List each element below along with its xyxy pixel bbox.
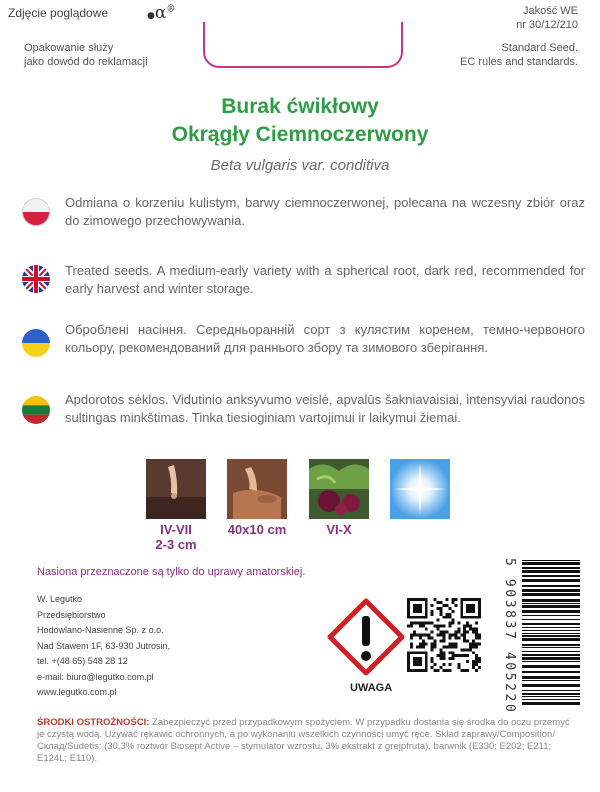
- complaint-note: [24, 41, 148, 69]
- company-website: www.legutko.com.pl: [37, 687, 117, 697]
- complaint-note-line1: Opakowanie służy: [24, 42, 114, 54]
- description-en: Treated seeds. A medium-early variety with a spherical root, dark red, recommended for early harvest and winter storage.: [65, 263, 585, 296]
- logo-dot: ●: [147, 11, 155, 21]
- company-info: [37, 592, 170, 701]
- registered-mark: ®: [166, 4, 176, 15]
- standard-note-line1: Standard Seed.: [501, 42, 578, 54]
- barcode-digits: 5 903837 405220: [502, 558, 517, 715]
- description-lt: Apdorotos sėklos. Vidutinio anksyvumo veislė, apvalūs šakniavaisiai, intensyviai raudonos sultingas minkštimas. Tinka tiesioginiam vartojimui ir laikymui žiemai.: [65, 392, 585, 425]
- barcode-digits-box: [493, 558, 517, 715]
- description-pl: Odmiana o korzeniu kulistym, barwy ciemnoczerwonej, polecana na wczesny zbiór oraz do zimowego przechowywania.: [65, 195, 585, 228]
- logo: [147, 3, 175, 23]
- sowing-months: IV-VII: [160, 522, 192, 537]
- barcode: [522, 558, 582, 713]
- ukraine-flag-icon: [22, 329, 50, 357]
- company-type1: Przedsiębiorstwo: [37, 609, 106, 620]
- spacing-caption: 40x10 cm: [227, 522, 287, 537]
- sowing-caption: [136, 522, 216, 552]
- hazard-label: UWAGA: [350, 682, 393, 694]
- company-name: W. Legutko: [37, 594, 83, 604]
- uk-flag-icon: [22, 265, 50, 293]
- latin-name: Beta vulgaris var. conditiva: [210, 157, 390, 174]
- qr-code[interactable]: [407, 598, 481, 677]
- company-address: Nad Stawem 1F, 63-930 Jutrosin,: [37, 640, 171, 651]
- company-phone: tel. +(48 65) 548 28 12: [37, 656, 128, 666]
- hang-tab-outline: [203, 22, 403, 68]
- amateur-note: Nasiona przeznaczone są tylko do uprawy amatorskiej.: [37, 566, 306, 578]
- product-title-line2: Okrągły Ciemnoczerwony: [171, 123, 429, 146]
- harvest-caption: VI-X: [326, 522, 352, 537]
- harvest-photo-icon: [309, 459, 369, 519]
- logo-alpha: α: [154, 3, 167, 23]
- exclamation-hazard-icon: [327, 598, 405, 681]
- sowing-photo-icon: [146, 459, 206, 519]
- complaint-note-line2: jako dowód do reklamacji: [24, 56, 148, 68]
- product-title-line1: Burak ćwikłowy: [221, 95, 379, 118]
- quality-number: nr 30/12/210: [516, 19, 578, 31]
- sowing-depth: 2-3 cm: [155, 537, 197, 552]
- spacing-photo-icon: [227, 459, 287, 519]
- photo-label: Zdjęcie poglądowe: [8, 6, 109, 20]
- safety-heading: ŚRODKI OSTROŻNOŚCI:: [37, 717, 150, 728]
- company-type2: Hodowlano-Nasienne Sp. z o.o.: [37, 625, 164, 635]
- standard-note: [460, 41, 578, 69]
- lithuania-flag-icon: [22, 396, 50, 424]
- poland-flag-icon: [22, 198, 50, 226]
- standard-note-line2: EC rules and standards.: [459, 56, 578, 68]
- company-email: e-mail: biuro@legutko.com.pl: [37, 671, 154, 682]
- sun-icon: [390, 459, 450, 519]
- safety-text: Zabezpieczyć przed przypadkowym spożyciem. W przypadku dostania się środka do oczu przemyć je czystą wodą. Używać rękawic ochronnych, a po wykonaniu wszelkich czynności umyć ręce. Skład zaprawy/Composition/Склад/Sudėtis: (30,3% roztwór Biosept Active – stymulator wzrostu, 3% ekstrakt z grejpfruta), barwnik (E330; E202; E211; E124L; E110).: [37, 717, 570, 764]
- safety-notes: [37, 717, 577, 765]
- description-uk: Оброблені насіння. Середньоранній сорт з кулястим коренем, темно-червоного кольору, рекомендований для раннього збору та зимового зберігання.: [65, 322, 585, 355]
- quality-label: Jakość WE: [522, 5, 578, 17]
- quality-info: [516, 4, 578, 32]
